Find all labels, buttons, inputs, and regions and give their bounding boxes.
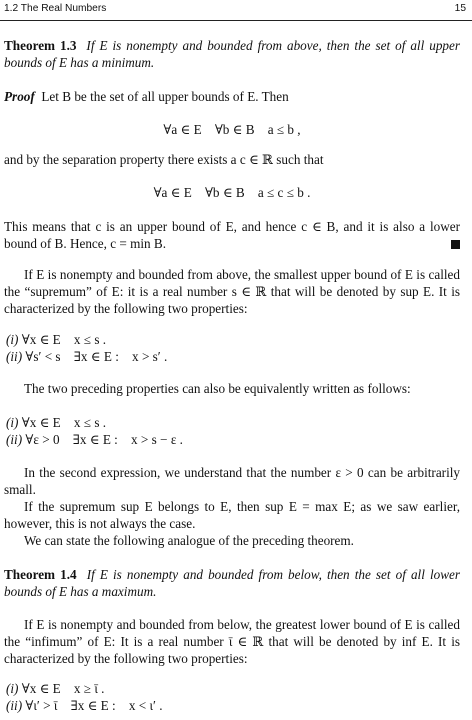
- section-title: 1.2 The Real Numbers: [4, 3, 107, 14]
- theorem-1-4: [4, 566, 460, 600]
- inf-property-1: (i) ∀x ∈ E x ≥ ῑ .: [6, 681, 105, 696]
- analogue-text: We can state the following analogue of the preceding theorem.: [24, 533, 354, 548]
- formula-1: ∀a ∈ E ∀b ∈ B a ≤ b ,: [163, 122, 301, 137]
- theorem-statement: If E is nonempty and bounded from below, then the set of all lower bounds of E has a maximum.: [4, 567, 460, 599]
- infimum-definition: If E is nonempty and bounded from below, the greatest lower bound of E is called the “infimum” of E: It is a real number ῑ ∈ ℝ that will be denoted by inf E. It is characterized by the following two properties:: [4, 617, 460, 666]
- separation-text: and by the separation property there exists a c ∈ ℝ such that: [4, 152, 324, 167]
- page-number: 15: [454, 3, 466, 14]
- sup-belongs-text: If the supremum sup E belongs to E, then sup E = max E; as we saw earlier, however, this is not always the case.: [4, 499, 460, 531]
- supremum-definition: If E is nonempty and bounded from above, the smallest upper bound of E is called the “supremum” of E: it is a real number s ∈ ℝ that will be denoted by sup E. It is characterized by the following two properties:: [4, 267, 460, 316]
- theorem-label: Theorem 1.3: [4, 38, 77, 53]
- theorem-statement: If E is nonempty and bounded from above, then the set of all upper bounds of E has a minimum.: [4, 38, 460, 70]
- inf-property-2: (ii) ∀ι′ > ῑ ∃x ∈ E : x < ι′ .: [6, 698, 163, 713]
- sup-property-1-alt: (i) ∀x ∈ E x ≤ s .: [6, 415, 107, 430]
- proof-intro: [4, 88, 460, 105]
- equivalence-text: The two preceding properties can also be equivalently written as follows:: [24, 381, 411, 396]
- theorem-1-3: [4, 37, 460, 71]
- sup-property-2: (ii) ∀s′ < s ∃x ∈ E : x > s′ .: [6, 349, 168, 364]
- proof-label: Proof: [4, 89, 35, 104]
- formula-2: ∀a ∈ E ∀b ∈ B a ≤ c ≤ b .: [153, 185, 311, 200]
- sup-property-1: (i) ∀x ∈ E x ≤ s .: [6, 332, 107, 347]
- theorem-label: Theorem 1.4: [4, 567, 77, 582]
- proof-intro-text: Let B be the set of all upper bounds of E. Then: [41, 89, 289, 104]
- proof-conclusion: [4, 218, 460, 252]
- qed-square-icon: [451, 240, 460, 249]
- running-header: [0, 0, 472, 21]
- sup-property-2-alt: (ii) ∀ε > 0 ∃x ∈ E : x > s − ε .: [6, 432, 183, 447]
- second-expression-text: In the second expression, we understand that the number ε > 0 can be arbitrarily small.: [4, 465, 460, 497]
- proof-conclusion-text: This means that c is an upper bound of E, and hence c ∈ B, and it is also a lower bound of B. Hence, c = min B.: [4, 219, 460, 251]
